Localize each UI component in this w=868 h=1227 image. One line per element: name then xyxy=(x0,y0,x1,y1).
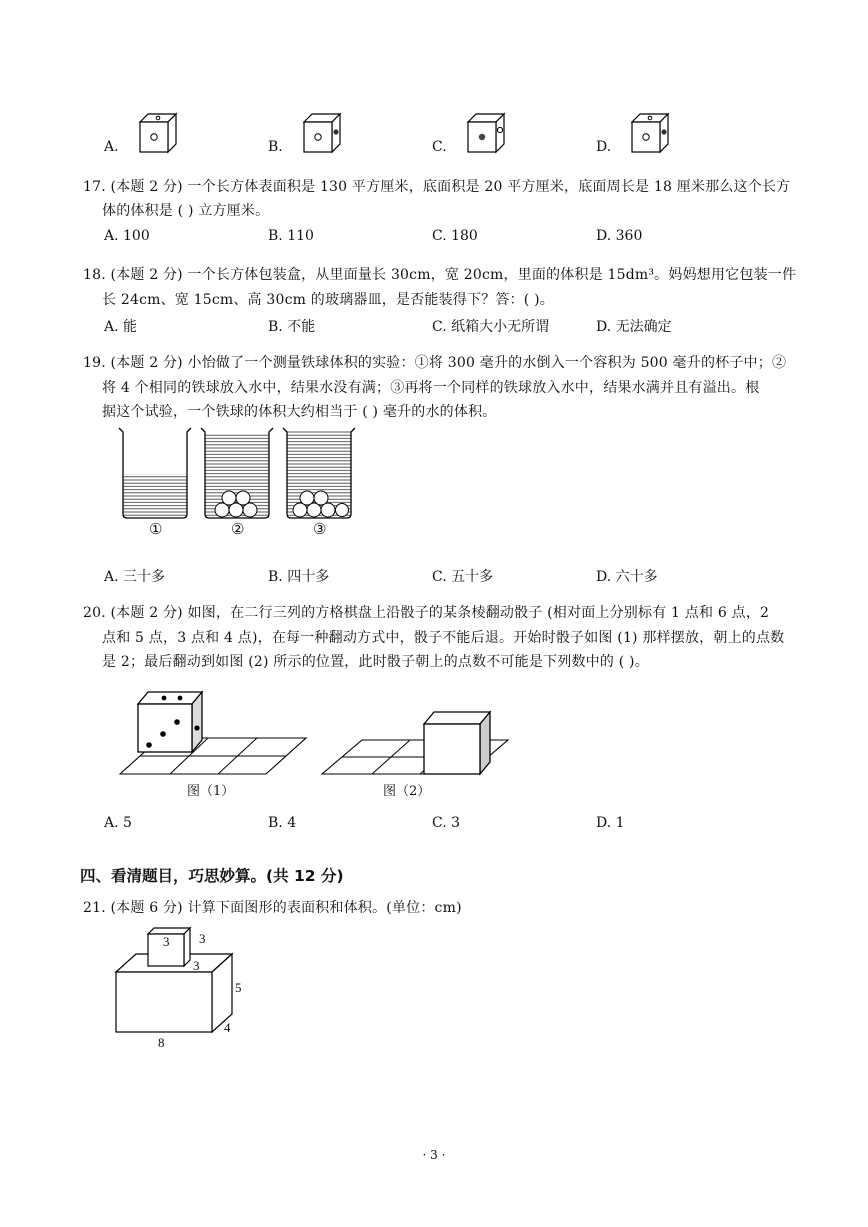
q19-option-d: D. 六十多 xyxy=(596,569,658,585)
page-number: · 3 · xyxy=(422,1148,446,1162)
q19-text-line1: 19. (本题 2 分) 小怡做了一个测量铁球体积的实验：①将 300 毫升的水倒入一个容积为 500 毫升的杯子中；② xyxy=(83,355,787,371)
q21-text-line1: 21. (本题 6 分) 计算下面图形的表面积和体积。(单位：cm) xyxy=(83,900,462,916)
q20-option-b: B. 4 xyxy=(268,815,297,831)
q20-figure-2-caption: 图（2） xyxy=(383,784,431,799)
q18-text-line1: 18. (本题 2 分) 一个长方体包装盒，从里面量长 30cm，宽 20cm，里面的体积是 15dm³。妈妈想用它包装一件 xyxy=(83,267,797,283)
q20-text-line2: 点和 5 点，3 点和 4 点)，在每一种翻动方式中，骰子不能后退。开始时骰子如图 (1) 那样摆放，朝上的点数 xyxy=(102,630,785,646)
q19-option-b: B. 四十多 xyxy=(268,569,330,585)
section-4-title: 四、看清题目，巧思妙算。(共 12 分) xyxy=(80,867,344,885)
q16-option-d: D. xyxy=(596,139,612,155)
q17-option-b: B. 110 xyxy=(268,228,314,244)
q20-figure-2 xyxy=(320,708,515,778)
q16-option-b: B. xyxy=(268,139,283,155)
q21-dim-height: 5 xyxy=(235,980,242,995)
q18-option-a: A. 能 xyxy=(104,319,138,335)
q18-option-d: D. 无法确定 xyxy=(596,319,672,335)
q19-text-line3: 据这个试验，一个铁球的体积大约相当于 ( ) 毫升的水的体积。 xyxy=(102,404,497,420)
q19-label-3: ③ xyxy=(313,520,327,538)
q16-option-c: C. xyxy=(432,139,447,155)
beaker-1 xyxy=(119,428,191,518)
q18-option-b: B. 不能 xyxy=(268,319,316,335)
q20-option-c: C. 3 xyxy=(432,815,461,831)
q21-dim-small-bottom: 3 xyxy=(193,958,200,973)
q21-dim-small-front: 3 xyxy=(163,934,170,949)
q20-figure-1-caption: 图（1） xyxy=(187,784,235,799)
q20-text-line3: 是 2；最后翻动到如图 (2) 所示的位置，此时骰子朝上的点数不可能是下列数中的 ( )。 xyxy=(102,654,649,670)
q21-dim-depth: 4 xyxy=(224,1020,231,1035)
q19-option-c: C. 五十多 xyxy=(432,569,494,585)
q17-text-line1: 17. (本题 2 分) 一个长方体表面积是 130 平方厘米，底面积是 20 平方厘米，底面周长是 18 厘米那么这个长方 xyxy=(83,179,791,195)
q20-option-a: A. 5 xyxy=(104,815,132,831)
q16-cube-a xyxy=(138,112,180,156)
q16-cube-b xyxy=(302,112,344,156)
q20-text-line1: 20. (本题 2 分) 如图，在二行三列的方格棋盘上沿骰子的某条棱翻动骰子 (相对面上分别标有 1 点和 6 点，2 xyxy=(83,605,770,621)
q17-option-a: A. 100 xyxy=(104,228,150,244)
q21-dim-length: 8 xyxy=(158,1035,165,1050)
q21-dim-small-side: 3 xyxy=(199,931,206,946)
q20-figure-1 xyxy=(118,688,313,778)
q16-cube-c xyxy=(466,112,508,156)
q19-option-a: A. 三十多 xyxy=(104,569,166,585)
q16-cube-d xyxy=(630,112,672,156)
q19-label-1: ① xyxy=(149,520,163,538)
q17-option-d: D. 360 xyxy=(596,228,643,244)
q17-text-line2: 体的体积是 ( ) 立方厘米。 xyxy=(102,203,270,219)
q18-option-c: C. 纸箱大小无所谓 xyxy=(432,319,550,335)
q16-option-a: A. xyxy=(104,139,119,155)
q19-label-2: ② xyxy=(231,520,245,538)
q20-option-d: D. 1 xyxy=(596,815,625,831)
beaker-2 xyxy=(201,428,273,518)
beaker-3 xyxy=(283,428,355,518)
q19-text-line2: 将 4 个相同的铁球放入水中，结果水没有满；③再将一个同样的铁球放入水中，结果水满并且有溢出。根 xyxy=(102,380,760,396)
q18-text-line2: 长 24cm、宽 15cm、高 30cm 的玻璃器皿，是否能装得下？答：( )。 xyxy=(102,292,554,308)
q17-option-c: C. 180 xyxy=(432,228,478,244)
